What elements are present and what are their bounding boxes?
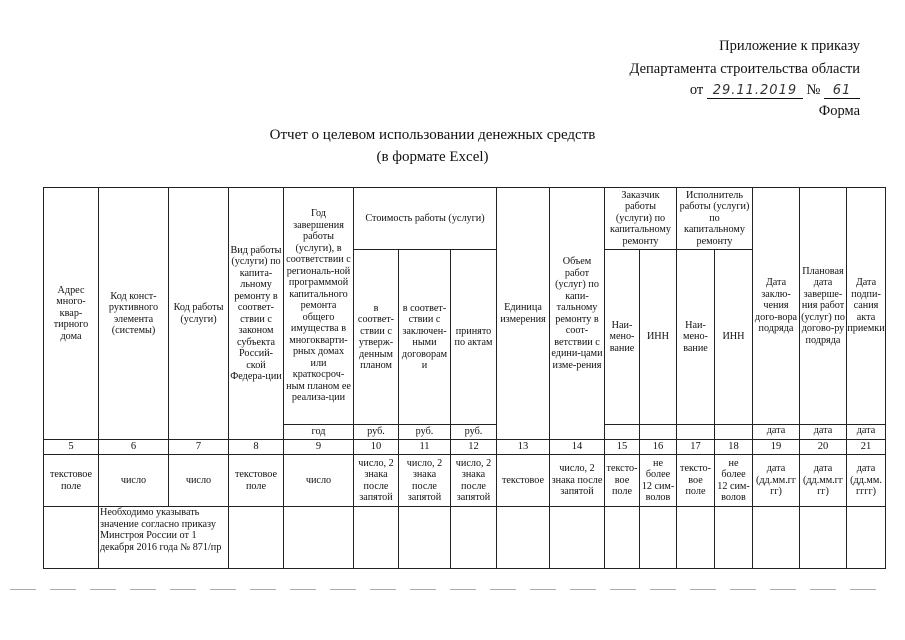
format-cell: дата (дд.мм.гг гг) <box>800 455 847 507</box>
col-number: 19 <box>753 440 800 455</box>
format-cell: число <box>284 455 354 507</box>
col-header-executor-name: Наи-мено-вание <box>677 250 715 425</box>
empty-cell <box>284 507 354 569</box>
empty-cell <box>497 507 550 569</box>
empty-cell <box>451 507 497 569</box>
empty-cell <box>229 507 284 569</box>
format-cell: число <box>169 455 229 507</box>
col-header-cost-contracts: в соответ-ствии с заключен-ными договорам и <box>399 250 451 425</box>
col-header-volume: Объем работ (услуг) по капи-тальному ремонту в соот-ветствии с едини-цами изме-рения <box>550 188 605 440</box>
format-cell: текстовое поле <box>229 455 284 507</box>
report-subtitle: (в формате Excel) <box>376 149 489 165</box>
col-header-cost-plan: в соответ-ствии с утверж-денным планом <box>354 250 399 425</box>
empty-cell <box>354 507 399 569</box>
col-number: 5 <box>44 440 99 455</box>
format-cell: число, 2 знака после запятой <box>354 455 399 507</box>
col-header-address: Адрес много-квар-тирного дома <box>44 188 99 440</box>
empty-cell <box>44 507 99 569</box>
format-cell: не более 12 сим-волов <box>715 455 753 507</box>
col-header-contract-date <box>753 188 800 440</box>
unit-customer-name <box>605 425 640 440</box>
unit-executor-inn <box>715 425 753 440</box>
unit-rub-contracts: руб. <box>399 425 451 440</box>
format-cell: текстовое поле <box>44 455 99 507</box>
col-header-element-code: Код конст-руктивного элемента (системы) <box>99 188 169 440</box>
col-number: 20 <box>800 440 847 455</box>
page-divider <box>10 589 890 590</box>
empty-cell <box>800 507 847 569</box>
header-text: Плановая дата заверше-ния работ (услуг) по догово-ру подряда <box>801 265 845 346</box>
formats-row <box>44 455 886 507</box>
unit-executor-name <box>677 425 715 440</box>
code-note: Необходимо указывать значение согласно приказу Минстроя России от 1 декабря 2016 года № 871/пр <box>99 507 229 569</box>
format-cell: дата (дд.мм. гггг) <box>847 455 886 507</box>
unit-date: дата <box>753 424 800 437</box>
col-header-customer-inn: ИНН <box>640 250 677 425</box>
col-number: 10 <box>354 440 399 455</box>
col-number: 13 <box>497 440 550 455</box>
col-number: 21 <box>847 440 886 455</box>
order-date-line <box>690 82 860 99</box>
format-cell: не более 12 сим-волов <box>640 455 677 507</box>
header-text: Дата заклю-чения дого-вора подряда <box>754 277 798 335</box>
col-number: 14 <box>550 440 605 455</box>
col-number: 7 <box>169 440 229 455</box>
format-cell: тексто-вое поле <box>677 455 715 507</box>
empty-cell <box>640 507 677 569</box>
order-number-sign: № <box>806 82 821 98</box>
col-number: 15 <box>605 440 640 455</box>
col-header-work-type: Вид работы (услуги) по капита-льному ремонту в соответ-ствии с законом субъекта Россий-ской Федера-ции <box>229 188 284 440</box>
col-header-act-date <box>847 188 886 440</box>
appendix-line: Приложение к приказу <box>719 38 860 54</box>
unit-customer-inn <box>640 425 677 440</box>
unit-rub-acts: руб. <box>451 425 497 440</box>
column-numbers-row <box>44 440 886 455</box>
format-cell: тексто-вое поле <box>605 455 640 507</box>
empty-cell <box>677 507 715 569</box>
unit-year: год <box>284 425 354 440</box>
col-header-customer-group: Заказчик работы (услуги) по капитальному ремонту <box>605 188 677 250</box>
order-date: 29.11.2019 <box>707 83 803 99</box>
report-form-table <box>43 187 886 569</box>
empty-cell <box>847 507 886 569</box>
form-label: Форма <box>818 103 860 119</box>
unit-rub-plan: руб. <box>354 425 399 440</box>
col-number: 18 <box>715 440 753 455</box>
col-number: 6 <box>99 440 169 455</box>
format-cell: дата (дд.мм.гг гг) <box>753 455 800 507</box>
format-cell: число <box>99 455 169 507</box>
header-text: Дата подпи-сания акта приемки <box>847 277 885 335</box>
col-number: 16 <box>640 440 677 455</box>
format-cell: текстовое <box>497 455 550 507</box>
col-header-executor-group: Исполнитель работы (услуги) по капитальному ремонту <box>677 188 753 250</box>
format-cell: число, 2 знака после запятой <box>550 455 605 507</box>
order-date-prefix: от <box>689 82 704 98</box>
col-header-cost-group: Стоимость работы (услуги) <box>354 188 497 250</box>
unit-date: дата <box>847 424 886 437</box>
col-number: 11 <box>399 440 451 455</box>
order-number: 61 <box>824 83 860 99</box>
department-line: Департамента строительства области <box>629 61 860 77</box>
col-header-completion-year: Год завершения работы (услуги), в соответствии с региональ-ной программмой капитального ремонта общего имущества в многокварти-рных домах или краткосроч-ным планом ее реализа-ции <box>284 188 354 425</box>
report-title: Отчет о целевом использовании денежных средств <box>269 127 596 143</box>
unit-date: дата <box>800 424 847 437</box>
empty-cell <box>715 507 753 569</box>
col-header-customer-name: Наи-мено-вание <box>605 250 640 425</box>
col-header-cost-acts: принято по актам <box>451 250 497 425</box>
empty-cell <box>399 507 451 569</box>
col-header-unit: Единица измерения <box>497 188 550 440</box>
col-number: 8 <box>229 440 284 455</box>
empty-cell <box>550 507 605 569</box>
col-number: 12 <box>451 440 497 455</box>
col-header-planned-date <box>800 188 847 440</box>
format-cell: число, 2 знака после запятой <box>451 455 497 507</box>
col-header-executor-inn: ИНН <box>715 250 753 425</box>
col-header-work-code: Код работы (услуги) <box>169 188 229 440</box>
empty-cell <box>605 507 640 569</box>
format-cell: число, 2 знака после запятой <box>399 455 451 507</box>
col-number: 9 <box>284 440 354 455</box>
empty-cell <box>753 507 800 569</box>
col-number: 17 <box>677 440 715 455</box>
note-row <box>44 507 886 569</box>
